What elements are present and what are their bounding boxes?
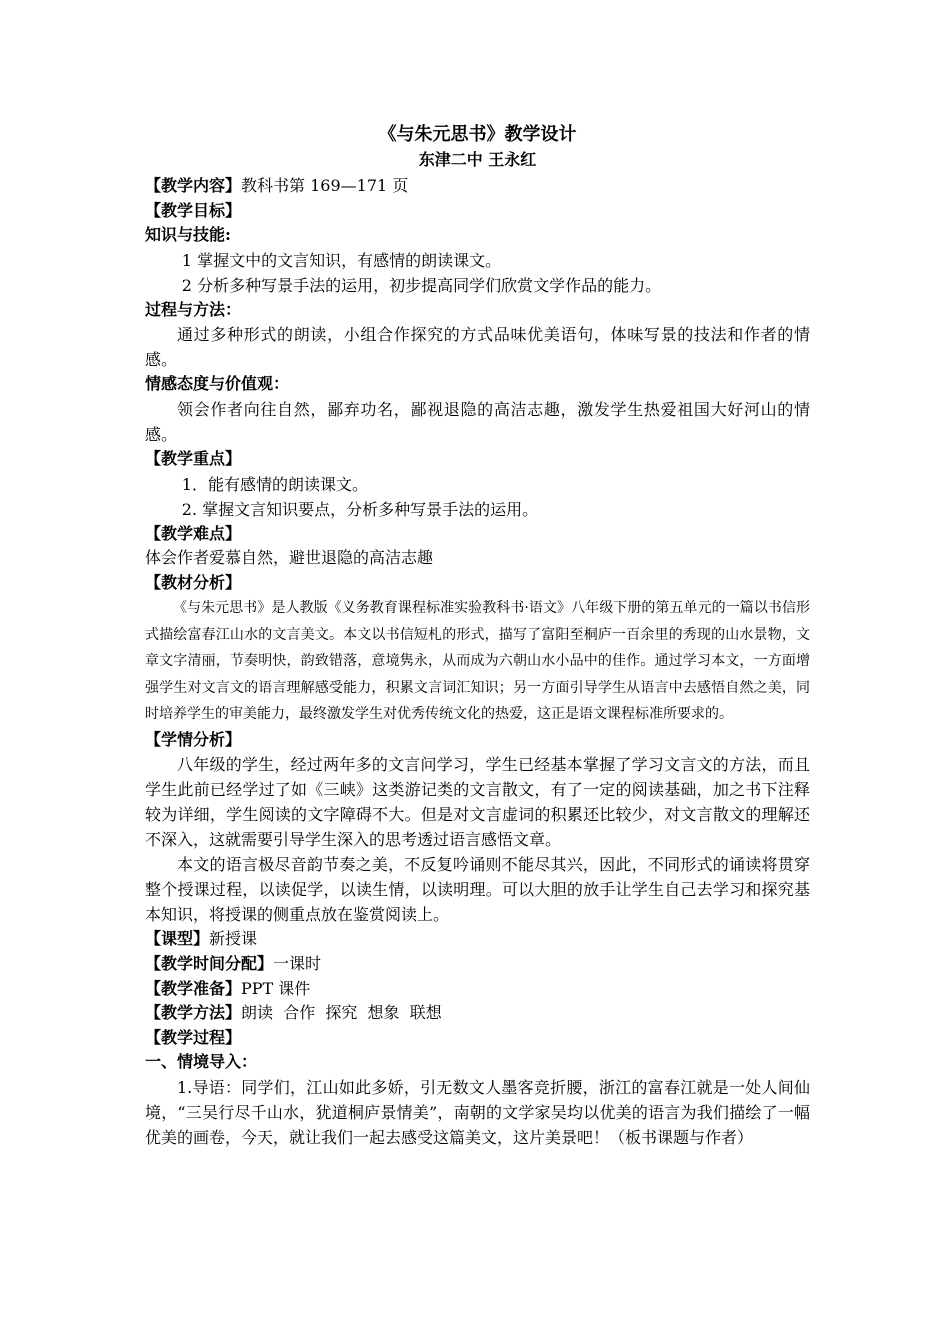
students-paragraph: 本文的语言极尽音韵节奏之美，不反复吟诵则不能尽其兴，因此，不同形式的诵读将贯穿整个授课过程，以读促学，以读生情，以读明理。可以大胆的放手让学生自己去学习和探究基本知识，将授课的侧重点放在鉴赏阅读上。 (145, 855, 810, 925)
prep-label: 【教学准备】 (145, 978, 242, 998)
methods-label: 【教学方法】 (145, 1003, 242, 1023)
knowledge-item: 1 掌握文中的文言知识，有感情的朗读课文。 (181, 250, 502, 270)
key-point-item: 1．能有感情的朗读课文。 (181, 474, 368, 494)
students-label: 【学情分析】 (145, 729, 242, 749)
section-1-heading: 一、情境导入： (145, 1052, 258, 1072)
material-label: 【教材分析】 (145, 572, 242, 592)
time-value: 一课时 (273, 954, 322, 974)
process-method-text: 通过多种形式的朗读，小组合作探究的方式品味优美语句，体味写景的技法和作者的情感。 (145, 325, 810, 370)
document-author: 东津二中 王永红 (418, 150, 537, 169)
document-page (145, 122, 810, 1150)
students-paragraph: 八年级的学生，经过两年多的文言问学习，学生已经基本掌握了学习文言文的方法，而且学生此前已经学过了如《三峡》这类游记类的文言散文，有了一定的阅读基础，加之书下注释较为详细，学生阅读的文字障碍不大。但是对文言虚词的积累还比较少，对文言散文的理解还不深入，这就需要引导学生深入的思考透过语言感悟文章。 (145, 755, 810, 850)
teaching-methods (145, 1001, 810, 1026)
difficulties-text: 体会作者爱慕自然，避世退隐的高洁志趣 (145, 548, 434, 568)
teaching-content-label: 【教学内容】 (145, 176, 242, 195)
key-point-item: 2. 掌握文言知识要点，分析多种写景手法的运用。 (181, 499, 539, 519)
difficulties-label: 【教学难点】 (145, 523, 242, 543)
knowledge-heading: 知识与技能: (145, 225, 231, 245)
prep-value: PPT 课件 (241, 978, 311, 998)
key-points-label: 【教学重点】 (145, 448, 242, 468)
lesson-type-value: 新授课 (209, 929, 258, 949)
teaching-content-value: 教科书第 169—171 页 (241, 176, 409, 195)
process-method-heading: 过程与方法： (145, 299, 242, 319)
time-allocation (145, 952, 810, 977)
emotion-text: 领会作者向往自然，鄙弃功名，鄙视退隐的高洁志趣，激发学生热爱祖国大好河山的情感。 (145, 399, 810, 444)
process-label: 【教学过程】 (145, 1027, 242, 1047)
document-title: 《与朱元思书》教学设计 (378, 124, 577, 145)
methods-value: 朗读 合作 探究 想象 联想 (241, 1003, 442, 1023)
teaching-prep (145, 977, 810, 1002)
intro-paragraph: 1.导语：同学们，江山如此多娇，引无数文人墨客竞折腰，浙江的富春江就是一处人间仙境，“三吴行尽千山水，犹道桐庐景情美”，南朝的文学家吴均以优美的语言为我们描绘了一幅优美的画卷，今天，就让我们一起去感受这篇美文，这片美景吧！（板书课题与作者） (145, 1078, 810, 1147)
objectives-label: 【教学目标】 (145, 200, 242, 220)
knowledge-item: 2 分析多种写景手法的运用，初步提高同学们欣赏文学作品的能力。 (181, 275, 662, 295)
material-text: 《与朱元思书》是人教版《义务教育课程标准实验教科书·语文》八年级下册的第五单元的一篇以书信形式描绘富春江山水的文言美文。本文以书信短札的形式，描写了富阳至桐庐一百余里的秀现的山水景物，文章文字清丽，节奏明快，韵致错落，意境隽永，从而成为六朝山水小品中的佳作。通过学习本文，一方面增强学生对文言文的语言理解感受能力，积累文言词汇知识；另一方面引导学生从语言中去感悟自然之美，同时培养学生的审美能力，最终激发学生对优秀传统文化的热爱，这正是语文课程标准所要求的。 (145, 600, 810, 723)
lesson-type-label: 【课型】 (145, 929, 210, 949)
teaching-content (145, 174, 810, 199)
time-label: 【教学时间分配】 (145, 954, 274, 974)
lesson-type (145, 927, 810, 952)
emotion-heading: 情感态度与价值观： (145, 374, 290, 394)
